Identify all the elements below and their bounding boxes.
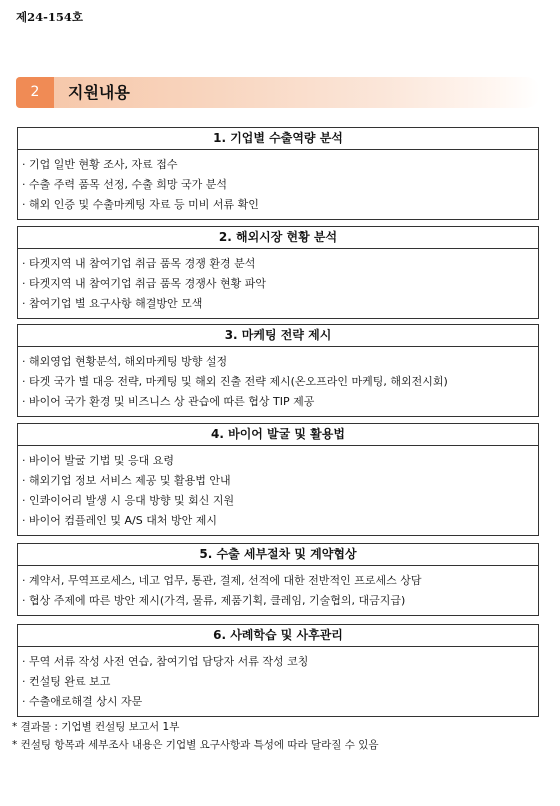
- box-title: 4. 바이어 발굴 및 활용법: [18, 424, 538, 446]
- list-item: · 타겟지역 내 참여기업 취급 품목 경쟁사 현황 파악: [22, 277, 266, 290]
- list-item: · 해외기업 정보 서비스 제공 및 활용법 안내: [22, 474, 231, 487]
- list-item: · 해외영업 현황분석, 해외마케팅 방향 설정: [22, 355, 228, 368]
- footnote-disclaimer: * 컨설팅 항목과 세부조사 내용은 기업별 요구사항과 특성에 따라 달라질 수 있음: [12, 739, 379, 751]
- list-item: · 수출애로해결 상시 자문: [22, 695, 143, 708]
- support-box-5: [17, 543, 539, 616]
- document-number: 제24-154호: [16, 10, 83, 24]
- list-item: · 컨설팅 완료 보고: [22, 675, 111, 688]
- support-box-3: [17, 324, 539, 417]
- footnote-deliverable: * 결과물 : 기업별 컨설팅 보고서 1부: [12, 721, 180, 733]
- list-item: · 참여기업 별 요구사항 해결방안 모색: [22, 297, 203, 310]
- list-item: · 타겟지역 내 참여기업 취급 품목 경쟁 환경 분석: [22, 257, 256, 270]
- support-box-4: [17, 423, 539, 536]
- list-item: · 바이어 컴플레인 및 A/S 대처 방안 제시: [22, 514, 217, 527]
- list-item: · 타겟 국가 별 대응 전략, 마케팅 및 해외 진출 전략 제시(온오프라인 마케팅, 해외전시회): [22, 375, 448, 388]
- box-title: 5. 수출 세부절차 및 계약협상: [18, 544, 538, 566]
- support-box-1: [17, 127, 539, 220]
- box-title: 3. 마케팅 전략 제시: [18, 325, 538, 347]
- box-title: 6. 사례학습 및 사후관리: [18, 625, 538, 647]
- list-item: · 바이어 발굴 기법 및 응대 요령: [22, 454, 174, 467]
- section-title: 지원내용: [68, 83, 130, 102]
- support-box-2: [17, 226, 539, 319]
- list-item: · 계약서, 무역프로세스, 네고 업무, 통관, 결제, 선적에 대한 전반적인 프로세스 상담: [22, 574, 422, 587]
- box-title: 1. 기업별 수출역량 분석: [18, 128, 538, 150]
- list-item: · 해외 인증 및 수출마케팅 자료 등 미비 서류 확인: [22, 198, 259, 211]
- section-number: 2: [16, 77, 54, 108]
- support-box-6: [17, 624, 539, 717]
- list-item: · 협상 주제에 따른 방안 제시(가격, 물류, 제품기획, 클레임, 기술협의, 대금지급): [22, 594, 406, 607]
- section-banner: [16, 77, 540, 108]
- list-item: · 기업 일반 현황 조사, 자료 접수: [22, 158, 178, 171]
- list-item: · 무역 서류 작성 사전 연습, 참여기업 담당자 서류 작성 코칭: [22, 655, 309, 668]
- box-title: 2. 해외시장 현황 분석: [18, 227, 538, 249]
- list-item: · 바이어 국가 환경 및 비즈니스 상 관습에 따른 협상 TIP 제공: [22, 395, 315, 408]
- list-item: · 인콰이어리 발생 시 응대 방향 및 회신 지원: [22, 494, 235, 507]
- list-item: · 수출 주력 품목 선정, 수출 희망 국가 분석: [22, 178, 227, 191]
